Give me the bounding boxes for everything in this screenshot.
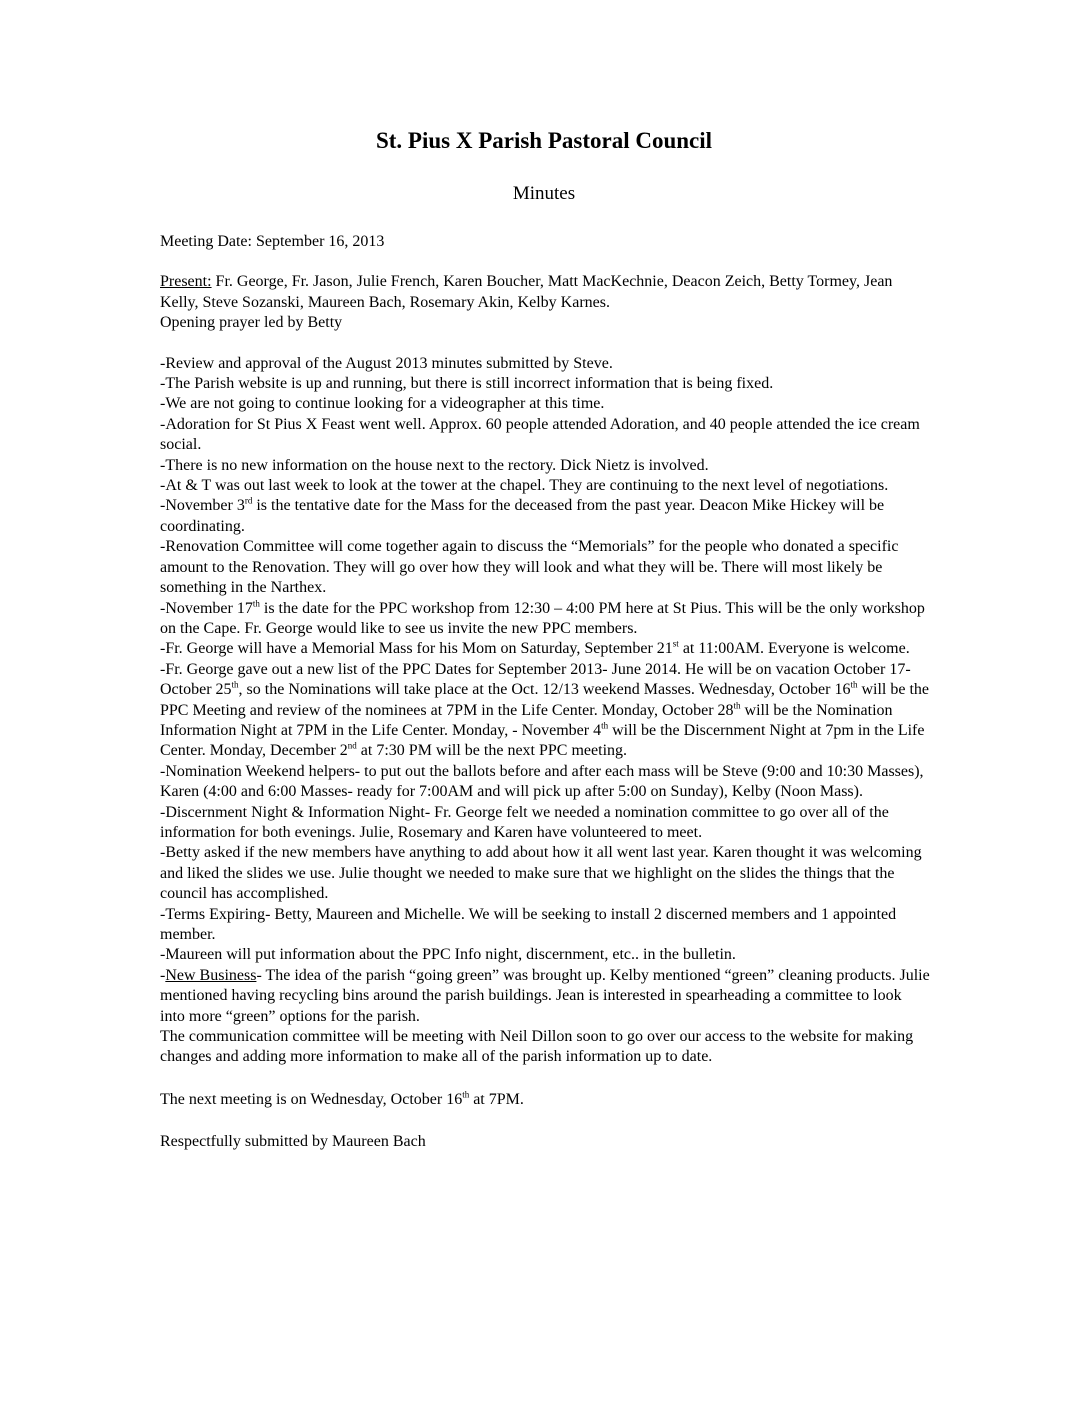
item-text: -Fr. George will have a Memorial Mass for his Mom on Saturday, September 21 bbox=[160, 640, 673, 658]
new-business-label: New Business bbox=[165, 966, 257, 984]
meeting-date: Meeting Date: September 16, 2013 bbox=[160, 233, 385, 250]
ordinal-suffix: rd bbox=[244, 496, 253, 507]
ordinal-suffix: th bbox=[252, 598, 260, 609]
ordinal-suffix: th bbox=[733, 700, 741, 711]
item-text: -Fr. George gave out a new list of the PPC Dates for September 2013- June 2014. He will be on vacation October 17- October 25 bbox=[160, 660, 911, 699]
next-meeting bbox=[160, 1090, 930, 1110]
minutes-item bbox=[160, 639, 930, 659]
minutes-item: -Betty asked if the new members have anything to add about how it all went last year. Karen thought it was welcoming and liked the slides we use. Julie thought we needed to make sure that we highlight on the slides the things that the council has accomplished. bbox=[160, 844, 922, 903]
item-text: at 7:30 PM will be the next PPC meeting. bbox=[356, 742, 628, 760]
minutes-item: The communication committee will be meeting with Neil Dillon soon to go over our access to the website for making changes and adding more information to make all of the parish information up to date. bbox=[160, 1028, 914, 1066]
item-text: - The idea of the parish “going green” was brought up. Kelby mentioned “green” cleaning products. Julie mentioned having recycling bins around the parish buildings. Jean is interested in spearheading a committee to look into more “green” options for the parish. bbox=[160, 966, 930, 1025]
minutes-item bbox=[160, 599, 930, 640]
minutes-item: -Review and approval of the August 2013 minutes submitted by Steve. bbox=[160, 354, 613, 372]
item-text: is the tentative date for the Mass for the deceased from the past year. Deacon Mike Hickey will be coordinating. bbox=[160, 497, 885, 535]
minutes-item bbox=[160, 660, 930, 762]
minutes-item: -Adoration for St Pius X Feast went well. Approx. 60 people attended Adoration, and 40 people attended the ice cream social. bbox=[160, 415, 920, 454]
minutes-item: -Discernment Night & Information Night- Fr. George felt we needed a nomination committee to go over all of the information for both evenings. Julie, Rosemary and Karen have volunteered to meet. bbox=[160, 803, 889, 841]
document-title: St. Pius X Parish Pastoral Council bbox=[375, 128, 713, 153]
item-text: -November 17 bbox=[160, 599, 253, 617]
ordinal-suffix: th bbox=[601, 720, 609, 731]
item-text: will be the PPC Meeting and review of the nominees at 7PM in the Life Center. Monday, October 28 bbox=[160, 681, 929, 719]
item-text: The next meeting is on Wednesday, October 16 bbox=[160, 1090, 463, 1108]
attendance bbox=[160, 272, 930, 313]
present-label: Present: bbox=[160, 273, 212, 291]
item-text: -November 3 bbox=[160, 497, 245, 515]
opening-prayer: Opening prayer led by Betty bbox=[160, 314, 343, 332]
item-text: , so the Nominations will take place at the Oct. 12/13 weekend Masses. Wednesday, October 16 bbox=[238, 681, 851, 699]
ordinal-suffix: th bbox=[231, 679, 239, 690]
ordinal-suffix: th bbox=[850, 679, 858, 690]
minutes-item: -Maureen will put information about the PPC Info night, discernment, etc.. in the bulletin. bbox=[160, 946, 736, 964]
item-text: at 11:00AM. Everyone is welcome. bbox=[678, 640, 910, 658]
minutes-item: -Nomination Weekend helpers- to put out the ballots before and after each mass will be Steve (9:00 and 10:30 Masses), Karen (4:00 and 6:00 Masses- ready for 7:00AM and will pick up after 5:00 on Sunday), Kelby (Noon Mass). bbox=[160, 762, 924, 801]
item-text: at 7PM. bbox=[469, 1090, 524, 1108]
minutes-body bbox=[160, 232, 930, 1153]
ordinal-suffix: st bbox=[672, 638, 679, 649]
ordinal-suffix: th bbox=[462, 1089, 470, 1100]
item-text: - bbox=[160, 966, 166, 984]
ordinal-suffix: nd bbox=[347, 741, 357, 752]
item-text: will be the Nomination Information Night at 7PM in the Life Center. Monday, - November 4 bbox=[160, 701, 893, 739]
item-text: is the date for the PPC workshop from 12:30 – 4:00 PM here at St Pius. This will be the only workshop on the Cape. Fr. George would like to see us invite the new PPC members. bbox=[160, 599, 925, 637]
minutes-item: -Renovation Committee will come together again to discuss the “Memorials” for the people who donated a specific amount to the Renovation. They will go over how they will look and what they will be. There will most likely be something in the Narthex. bbox=[160, 538, 899, 597]
item-text: will be the Discernment Night at 7pm in the Life Center. Monday, December 2 bbox=[160, 721, 925, 760]
document-subtitle: Minutes bbox=[512, 183, 576, 204]
minutes-item bbox=[160, 966, 930, 1027]
minutes-item bbox=[160, 496, 930, 537]
minutes-item: -Terms Expiring- Betty, Maureen and Michelle. We will be seeking to install 2 discerned members and 1 appointed member. bbox=[160, 905, 897, 943]
minutes-item: -There is no new information on the house next to the rectory. Dick Nietz is involved. bbox=[160, 456, 709, 474]
minutes-item: -The Parish website is up and running, but there is still incorrect information that is being fixed. bbox=[160, 375, 774, 393]
minutes-item: -We are not going to continue looking for a videographer at this time. bbox=[160, 395, 605, 413]
minutes-item: -At & T was out last week to look at the tower at the chapel. They are continuing to the next level of negotiations. bbox=[160, 477, 889, 495]
present-list: Fr. George, Fr. Jason, Julie French, Karen Boucher, Matt MacKechnie, Deacon Zeich, Betty Tormey, Jean Kelly, Steve Sozanski, Maureen Bach, Rosemary Akin, Kelby Karnes. bbox=[160, 273, 893, 311]
signature-line: Respectfully submitted by Maureen Bach bbox=[160, 1133, 426, 1151]
